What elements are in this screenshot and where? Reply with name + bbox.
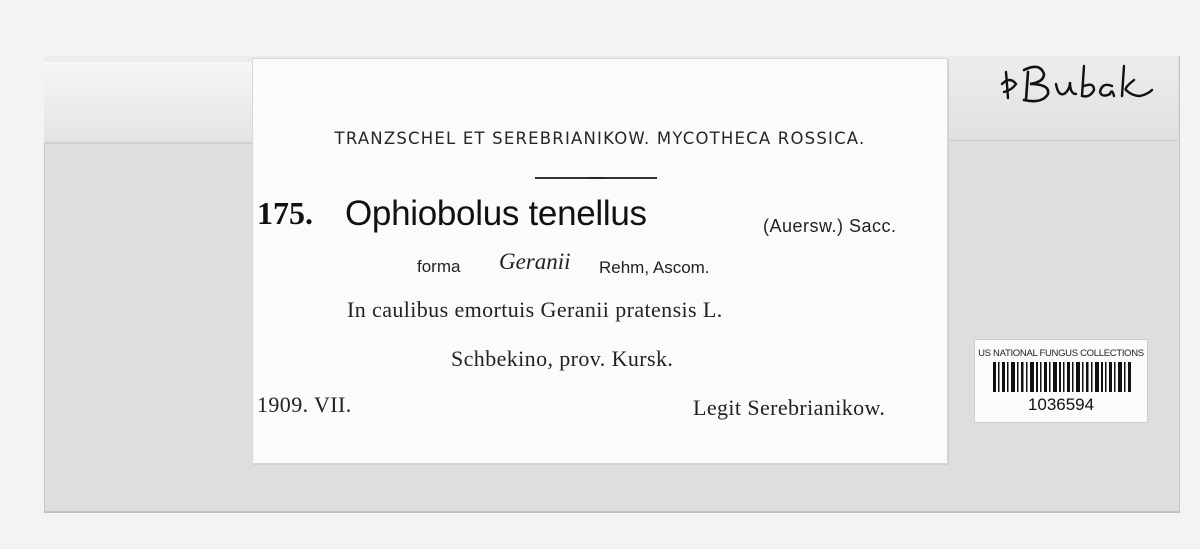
specimen-label — [252, 58, 948, 464]
forma-authority: Rehm, Ascom. — [599, 258, 710, 277]
species-authority: (Auersw.) Sacc. — [763, 216, 897, 236]
barcode-institution: US NATIONAL FUNGUS COLLECTIONS — [978, 348, 1144, 359]
habitat-text: In caulibus emortuis Geranii pratensis L. — [347, 297, 723, 322]
catalog-number: 1036594 — [1027, 395, 1095, 414]
forma-prefix: forma — [417, 257, 461, 276]
barcode-icon — [993, 362, 1133, 392]
species-name: Ophiobolus tenellus — [345, 194, 647, 233]
forma-name: Geranii — [499, 249, 571, 274]
exsiccata-number: 175. — [257, 195, 313, 231]
collection-title: TRANZSCHEL ET SEREBRIANIKOW. MYCOTHECA ROSSICA. — [334, 129, 866, 148]
handwritten-signature — [1000, 62, 1160, 106]
title-divider — [535, 177, 657, 179]
collection-date: 1909. VII. — [257, 392, 352, 417]
collector-text: Legit Serebrianikow. — [693, 395, 886, 420]
envelope-flap-fold — [44, 62, 256, 144]
barcode-label — [974, 339, 1148, 423]
locality-text: Schbekino, prov. Kursk. — [451, 346, 674, 371]
